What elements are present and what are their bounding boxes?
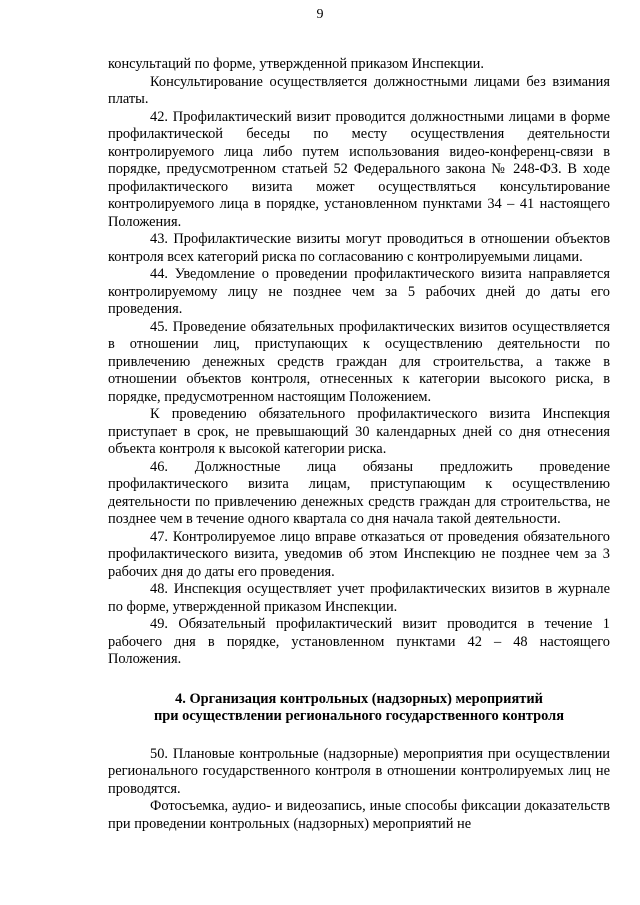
- paragraphs-before: [108, 56, 610, 669]
- paragraph: 50. Плановые контрольные (надзорные) мероприятия при осуществлении регионального государственного контроля в отношении контролируемых лиц не проводятся.: [108, 745, 610, 797]
- paragraph: Фотосъемка, аудио- и видеозапись, иные способы фиксации доказательств при проведении контрольных (надзорных) мероприятий не: [108, 798, 610, 832]
- paragraphs-after: [108, 746, 610, 834]
- paragraph: 49. Обязательный профилактический визит проводится в течение 1 рабочего дня в порядке, установленном пунктами 42 – 48 настоящего Положения.: [108, 616, 610, 667]
- section-heading-line-1: 4. Организация контрольных (надзорных) мероприятий: [175, 690, 543, 707]
- paragraph: К проведению обязательного профилактического визита Инспекция приступает в срок, не превышающий 30 календарных дней со дня отнесения объекта контроля к высокой категории риска.: [108, 406, 610, 457]
- paragraph: 42. Профилактический визит проводится должностными лицами в форме профилактической беседы по месту осуществления деятельности контролируемого лица либо путем использования видео-конференц-связи в порядке, предусмотренном статьей 52 Федерального закона № 248-ФЗ. В ходе профилактического визита может осуществляться консультирование контролируемого лица в порядке, установленном пунктами 34 – 41 настоящего Положения.: [108, 108, 610, 230]
- paragraph: 43. Профилактические визиты могут проводиться в отношении объектов контроля всех категорий риска по согласованию с контролируемыми лицами.: [108, 231, 610, 265]
- section-heading: [108, 691, 610, 726]
- paragraph: консультаций по форме, утвержденной приказом Инспекции.: [108, 56, 484, 72]
- section-heading-line-2: при осуществлении регионального государственного контроля: [153, 708, 565, 724]
- paragraph: 47. Контролируемое лицо вправе отказаться от проведения обязательного профилактического визита, уведомив об этом Инспекцию не позднее чем за 3 рабочих дня до даты его проведения.: [108, 528, 610, 580]
- paragraph: 48. Инспекция осуществляет учет профилактических визитов в журнале по форме, утвержденной приказом Инспекции.: [108, 581, 610, 615]
- paragraph: 45. Проведение обязательных профилактических визитов осуществляется в отношении лиц, приступающих к осуществлению деятельности по привлечению денежных средств граждан для строительства, а также в отношении объектов контроля, отнесенных к категории высокого риска, в порядке, предусмотренном настоящим Положением.: [108, 318, 610, 405]
- paragraph: Консультирование осуществляется должностными лицами без взимания платы.: [108, 73, 610, 107]
- page-number: 9: [316, 7, 324, 22]
- paragraph: 46. Должностные лица обязаны предложить проведение профилактического визита лицам, приступающим к осуществлению деятельности по привлечению денежных средств граждан для строительства, не позднее чем в течение одного квартала со дня начала такой деятельности.: [108, 458, 610, 527]
- paragraph: 44. Уведомление о проведении профилактического визита направляется контролируемому лицу не позднее чем за 5 рабочих дней до даты его проведения.: [108, 266, 610, 317]
- document-body: [108, 56, 610, 833]
